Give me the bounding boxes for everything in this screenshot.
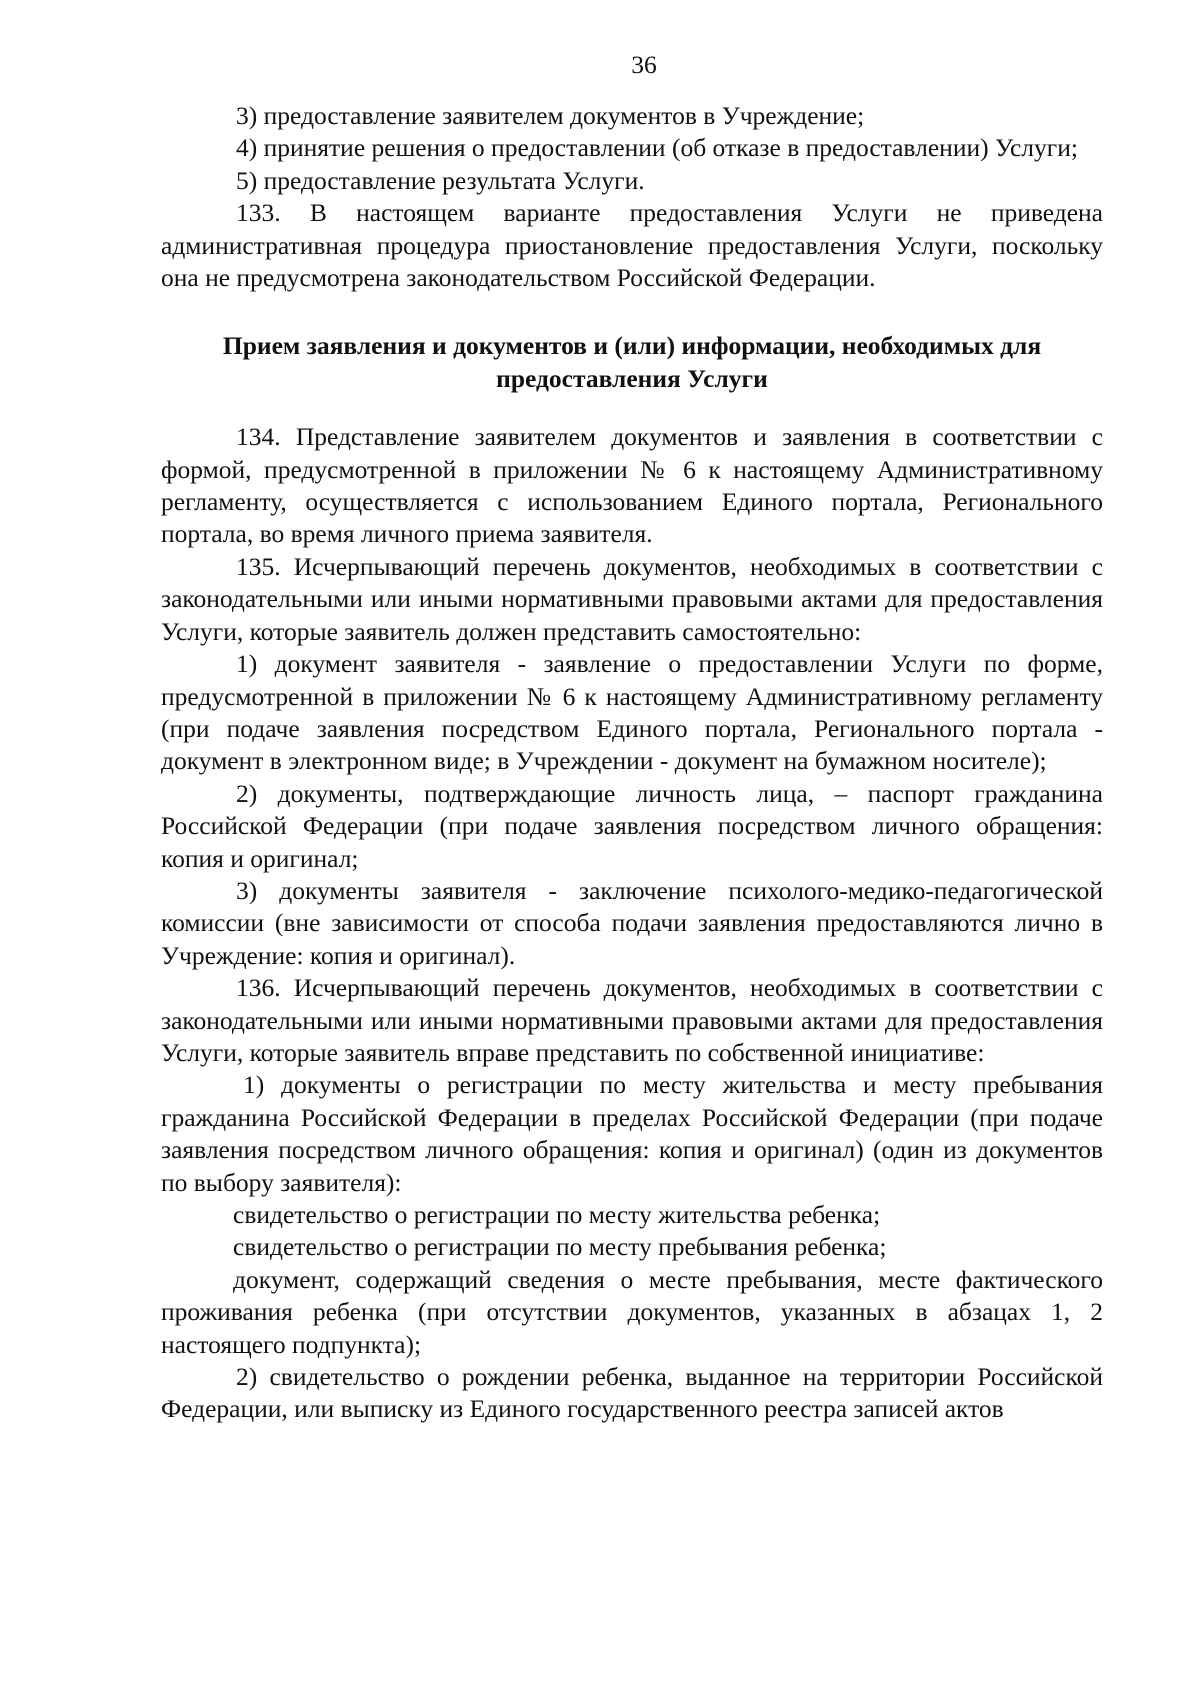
paragraph-item-4: 4) принятие решения о предоставлении (об отказе в предоставлении) Услуги; [236, 133, 1078, 163]
page-number: 36 [631, 50, 657, 79]
paragraph-item-3: 3) предоставление заявителем документов в Учреждение; [236, 101, 865, 130]
section-heading-line-1: Прием заявления и документов и (или) информации, необходимых для [222, 331, 1042, 361]
paragraph-136-item-1-option-3: документ, содержащий сведения о месте пребывания, месте фактического проживания ребенка (при отсутствии документов, указанных в абзацах 1, 2 настоящего подпункта); [161, 1264, 1103, 1359]
paragraph-136-item-1-option-1: свидетельство о регистрации по месту жительства ребенка; [233, 1200, 881, 1229]
paragraph-134: 134. Представление заявителем документов и заявления в соответствии с формой, предусмотренной в приложении № 6 к настоящему Административному регламенту, осуществляется с использованием Единого портала, Регионального портала, во время личного приема заявителя. [161, 422, 1103, 549]
paragraph-133: 133. В настоящем варианте предоставления Услуги не приведена административная процедура приостановление предоставления Услуги, поскольку она не предусмотрена законодательством Российской Федерации. [161, 198, 1103, 293]
paragraph-136-item-1: 1) документы о регистрации по месту жительства и месту пребывания гражданина Российской Федерации в пределах Российской Федерации (при подаче заявления посредством личного обращения: копия и оригинал) (один из документов по выбору заявителя): [161, 1070, 1103, 1197]
paragraph-135-item-1: 1) документ заявителя - заявление о предоставлении Услуги по форме, предусмотренной в приложении № 6 к настоящему Административному регламенту (при подаче заявления посредством Единого портала, Регионального портала - документ в электронном виде; в Учреждении - документ на бумажном носителе); [161, 649, 1103, 776]
paragraph-135-item-3: 3) документы заявителя - заключение психолого-медико-педагогической комиссии (вне зависимости от способа подачи заявления предоставляются лично в Учреждение: копия и оригинал). [161, 875, 1103, 970]
paragraph-135: 135. Исчерпывающий перечень документов, необходимых в соответствии с законодательными или иными нормативными правовыми актами для предоставления Услуги, которые заявитель должен представить самостоятельно: [161, 551, 1103, 646]
paragraph-136: 136. Исчерпывающий перечень документов, необходимых в соответствии с законодательными или иными нормативными правовыми актами для предоставления Услуги, которые заявитель вправе представить по собственной инициативе: [161, 973, 1103, 1067]
paragraph-135-item-2: 2) документы, подтверждающие личность лица, – паспорт гражданина Российской Федерации (при подаче заявления посредством личного обращения: копия и оригинал; [161, 778, 1103, 873]
section-heading [161, 330, 1103, 395]
paragraph-item-5: 5) предоставление результата Услуги. [236, 165, 645, 195]
section-heading-line-2: предоставления Услуги [496, 363, 768, 393]
paragraph-136-item-2: 2) свидетельство о рождении ребенка, выданное на территории Российской Федерации, или выписку из Единого государственного реестра записей актов [161, 1362, 1103, 1424]
paragraph-136-item-1-option-2: свидетельство о регистрации по месту пребывания ребенка; [233, 1232, 887, 1262]
